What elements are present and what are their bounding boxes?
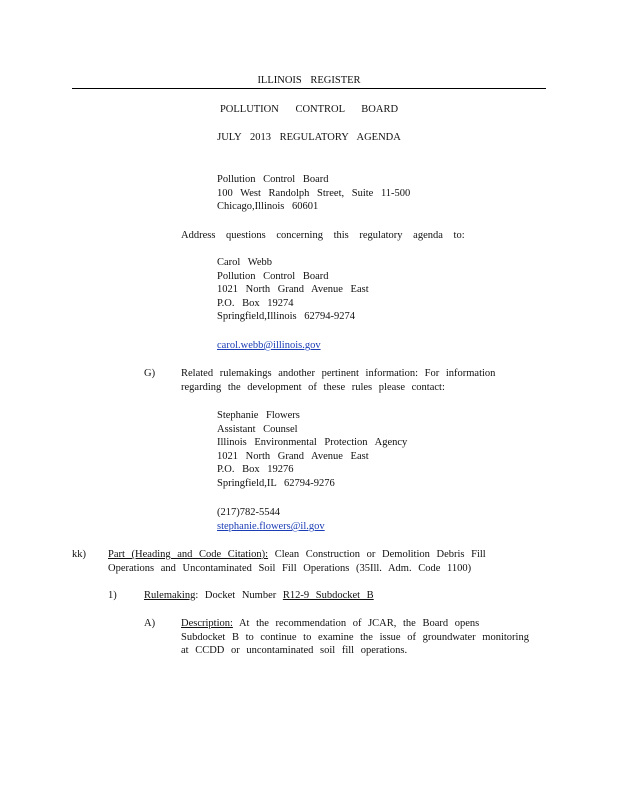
description-line: Subdocket B to continue to examine the issue of groundwater monitoring: [181, 631, 529, 643]
part-heading-line-2: Operations and Uncontaminated Soil Fill Operations (35Ill. Adm. Code 1100): [108, 562, 472, 574]
item-1-marker: 1): [108, 590, 117, 601]
item-1-text: [144, 589, 374, 603]
contact-line: P.O. Box 19276: [217, 464, 294, 475]
contact-line: Carol Webb: [217, 257, 272, 268]
address-block: [217, 173, 410, 214]
contact-2-block: [217, 409, 407, 490]
item-a-text: [181, 617, 529, 658]
contact-2-email-link[interactable]: stephanie.flowers@il.gov: [217, 521, 325, 532]
description-label: Description:: [181, 618, 233, 629]
contact-line: Springfield,IL 62794-9276: [217, 477, 335, 489]
item-a-marker: A): [144, 618, 156, 629]
docket-number: R12-9 Subdocket B: [282, 590, 374, 601]
part-heading-text: Clean Construction or Demolition Debris Fill: [268, 549, 486, 560]
description-text: At the recommendation of JCAR, the Board opens: [232, 618, 480, 629]
contact-line: 1021 North Grand Avenue East: [217, 284, 369, 295]
item-g-text: [181, 367, 495, 394]
part-heading-label: Part (Heading and Code Citation):: [108, 549, 269, 560]
contact-1-email-link[interactable]: carol.webb@illinois.gov: [217, 340, 321, 351]
questions-line: Address questions concerning this regulatory agenda to:: [181, 230, 465, 241]
item-g-marker: G): [144, 368, 156, 379]
contact-2-phone: (217)782-5544: [217, 507, 280, 518]
item-kk-heading: [108, 548, 486, 575]
description-line: at CCDD or uncontaminated soil fill operations.: [181, 645, 408, 656]
address-line: 100 West Randolph Street, Suite 11-500: [217, 187, 411, 199]
address-line: Chicago,Illinois 60601: [217, 201, 319, 212]
item-kk-marker: kk): [72, 549, 86, 560]
contact-line: Illinois Environmental Protection Agency: [217, 437, 408, 448]
contact-line: P.O. Box 19274: [217, 297, 294, 309]
contact-line: Pollution Control Board: [217, 270, 329, 282]
rulemaking-text: : Docket Number: [195, 590, 283, 601]
contact-line: Assistant Counsel: [217, 423, 298, 435]
agency-title: POLLUTION CONTROL BOARD: [219, 104, 399, 115]
contact-line: 1021 North Grand Avenue East: [217, 450, 369, 462]
item-g-line: regarding the development of these rules please contact:: [181, 381, 445, 393]
header-rule: [72, 88, 546, 89]
item-g-line: Related rulemakings andother pertinent information: For information: [181, 368, 496, 379]
address-line: Pollution Control Board: [217, 174, 329, 185]
contact-line: Stephanie Flowers: [217, 410, 300, 421]
contact-1-block: [217, 256, 369, 324]
agenda-title: JULY 2013 REGULATORY AGENDA: [217, 132, 401, 143]
rulemaking-label: Rulemaking: [144, 590, 196, 601]
contact-line: Springfield,Illinois 62794-9274: [217, 311, 355, 322]
register-title: ILLINOIS REGISTER: [257, 75, 361, 86]
